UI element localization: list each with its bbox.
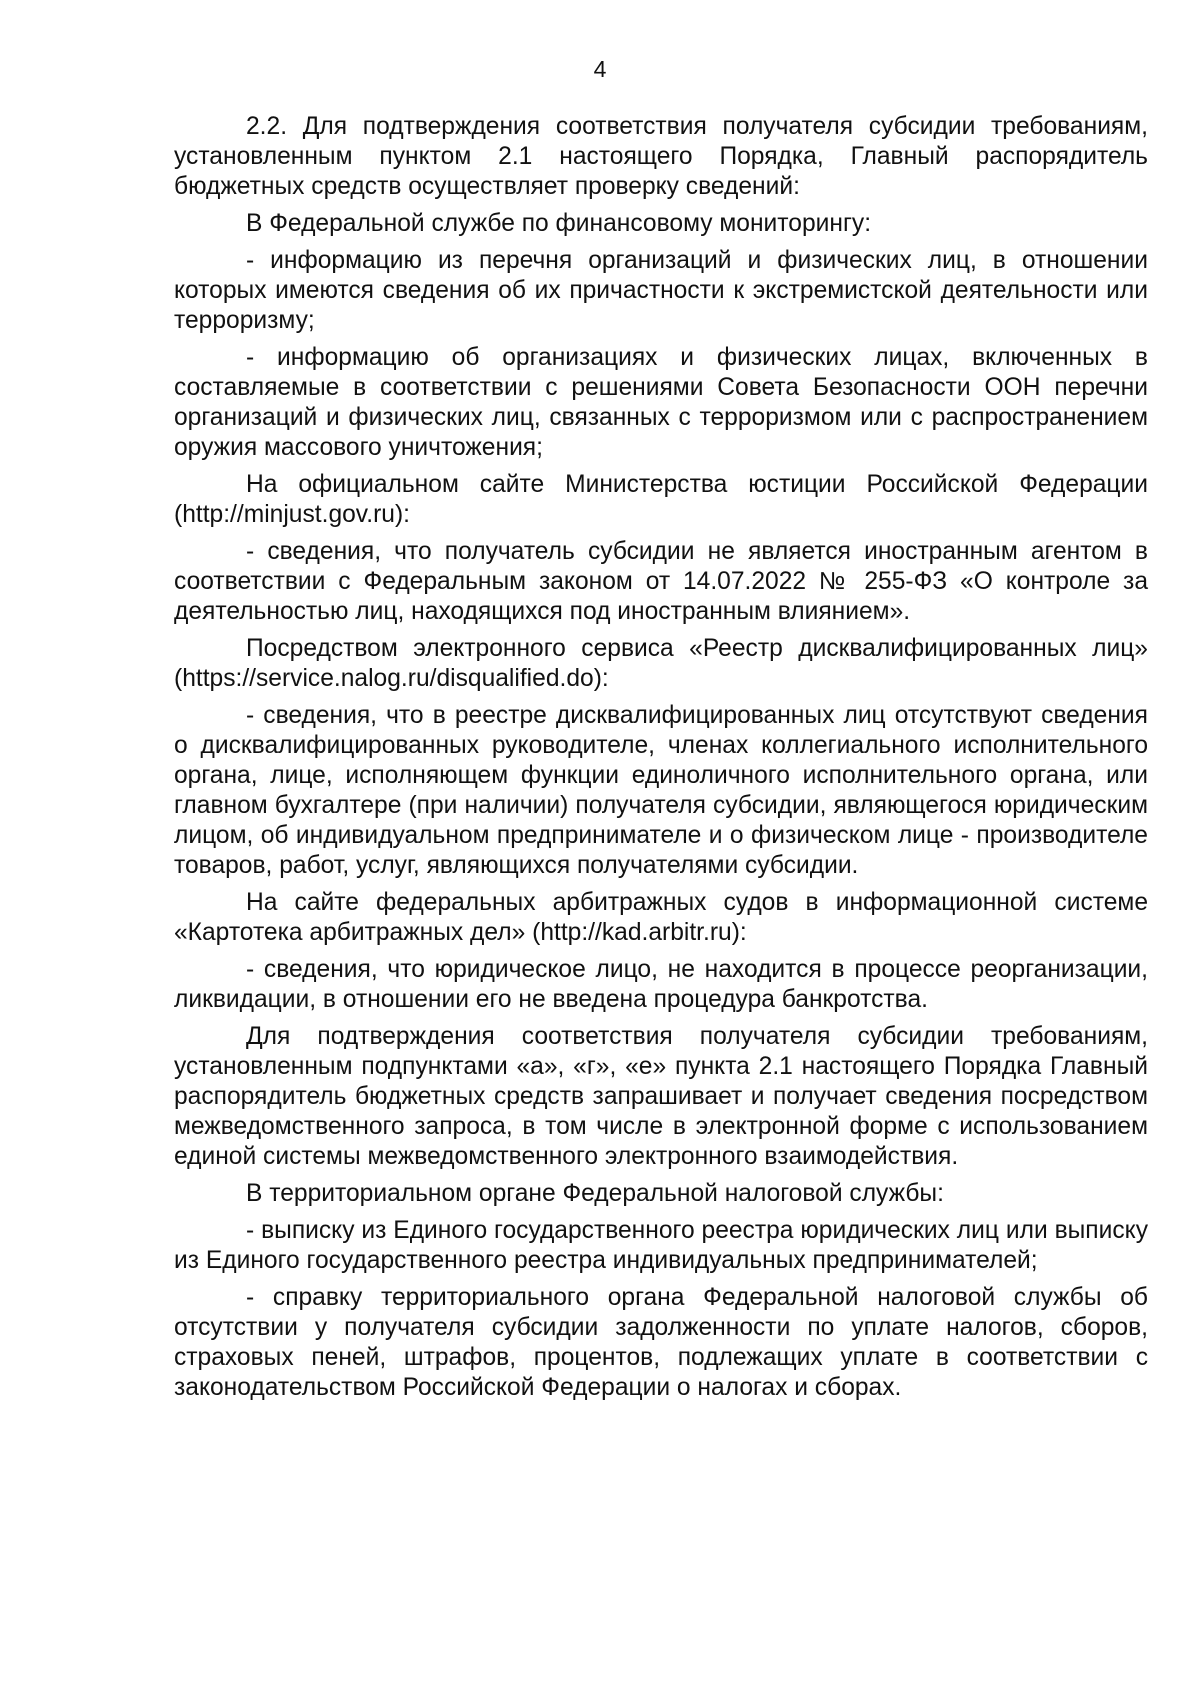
- paragraph-un-security-council-list: - информацию об организациях и физических лицах, включенных в составляемые в соответствии с решениями Совета Безопасности ООН перечни организаций и физических лиц, связанных с терроризмом или с распространением оружия массового уничтожения;: [174, 344, 1148, 461]
- paragraph-reorganization-bankruptcy: - сведения, что юридическое лицо, не находится в процессе реорганизации, ликвидации, в отношении его не введена процедура банкротства.: [174, 956, 1148, 1013]
- paragraph-tax-service: В территориальном органе Федеральной налоговой службы:: [246, 1180, 944, 1207]
- paragraph-interdepartmental-request: Для подтверждения соответствия получателя субсидии требованиям, установленным подпунктами «а», «г», «е» пункта 2.1 настоящего Порядка Главный распорядитель бюджетных средств запрашивает и получает сведения посредством межведомственного запроса, в том числе в электронной форме с использованием единой системы межведомственного электронного взаимодействия.: [174, 1023, 1148, 1170]
- paragraph-minjust-site: На официальном сайте Министерства юстиции Российской Федерации (http://minjust.gov.ru):: [174, 471, 1148, 528]
- document-body: [174, 112, 1148, 1410]
- page-number: 4: [593, 56, 607, 82]
- paragraph-arbitration-courts-site: На сайте федеральных арбитражных судов в информационной системе «Картотека арбитражных дел» (http://kad.arbitr.ru):: [174, 889, 1148, 946]
- paragraph-tax-debt-certificate: - справку территориального органа Федеральной налоговой службы об отсутствии у получателя субсидии задолженности по уплате налогов, сборов, страховых пеней, штрафов, процентов, подлежащих уплате в соответствии с законодательством Российской Федерации о налогах и сборах.: [174, 1284, 1148, 1401]
- paragraph-state-register-extract: - выписку из Единого государственного реестра юридических лиц или выписку из Единого государственного реестра индивидуальных предпринимателей;: [174, 1217, 1148, 1274]
- paragraph-foreign-agent: - сведения, что получатель субсидии не является иностранным агентом в соответствии с Федеральным законом от 14.07.2022 № 255-ФЗ «О контроле за деятельностью лиц, находящихся под иностранным влиянием».: [174, 538, 1148, 625]
- paragraph-verification-intro: 2.2. Для подтверждения соответствия получателя субсидии требованиям, установленным пунктом 2.1 настоящего Порядка, Главный распорядитель бюджетных средств осуществляет проверку сведений:: [174, 113, 1148, 200]
- paragraph-disqualified-persons: - сведения, что в реестре дисквалифицированных лиц отсутствуют сведения о дисквалифицированных руководителе, членах коллегиального исполнительного органа, лице, исполняющем функции единоличного исполнительного органа, или главном бухгалтере (при наличии) получателя субсидии, являющегося юридическим лицом, об индивидуальном предпринимателе и о физическом лице - производителе товаров, работ, услуг, являющихся получателями субсидии.: [174, 702, 1148, 879]
- paragraph-extremism-list: - информацию из перечня организаций и физических лиц, в отношении которых имеются сведения об их причастности к экстремистской деятельности или терроризму;: [174, 247, 1148, 334]
- paragraph-disqualified-registry-service: Посредством электронного сервиса «Реестр дисквалифицированных лиц» (https://service.nalog.ru/disqualified.do):: [174, 635, 1148, 692]
- paragraph-rosfinmonitoring: В Федеральной службе по финансовому мониторингу:: [246, 210, 872, 237]
